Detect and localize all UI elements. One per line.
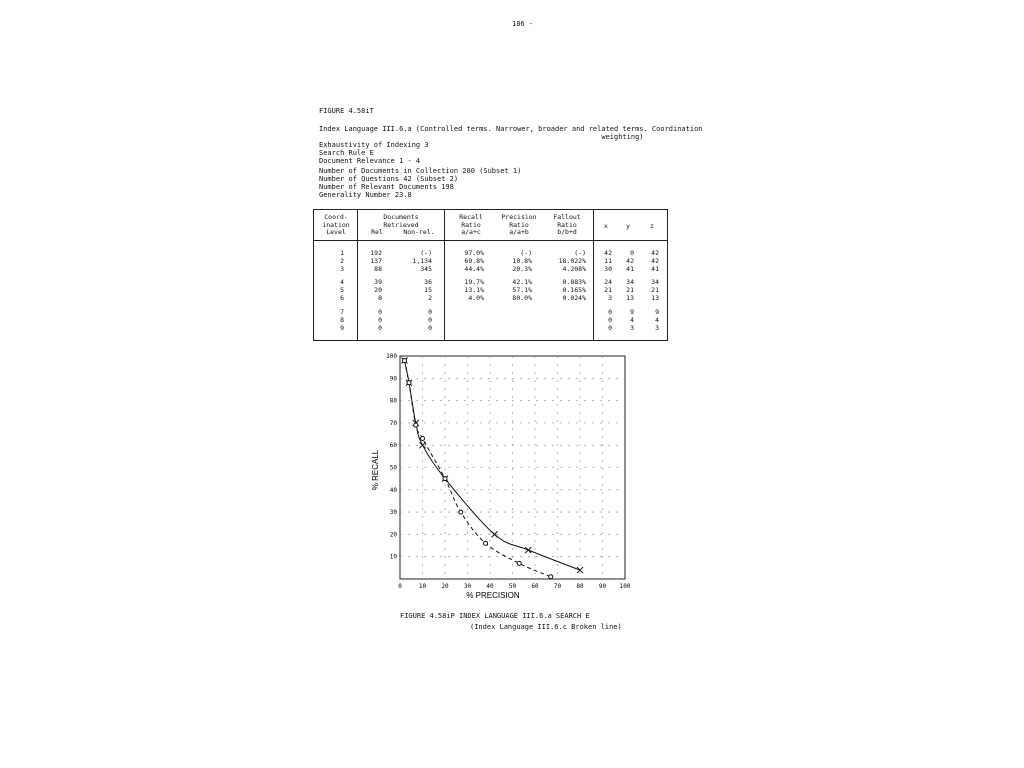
- series-line-solid: [405, 360, 581, 570]
- data-point-circle-marker: [407, 381, 411, 385]
- header-z: z: [650, 222, 654, 230]
- cell-z: 4: [655, 316, 659, 324]
- cell-fallout: (-): [574, 249, 586, 257]
- cell-y: 0: [630, 249, 634, 257]
- cell-recall: 44.4%: [464, 265, 484, 273]
- header-text: Ratio: [461, 220, 481, 229]
- x-tick-label: 100: [619, 583, 630, 590]
- cell-rel: 39: [374, 278, 382, 286]
- cell-z: 41: [651, 265, 659, 273]
- cell-precision: (-): [520, 249, 532, 257]
- header-x: x: [604, 222, 608, 230]
- chart-series: [405, 360, 581, 576]
- figure-caption-subline: (Index Language III.6.c Broken line): [470, 623, 622, 631]
- cell-rel: 192: [370, 249, 382, 257]
- header-recall: [449, 214, 493, 237]
- header-text: b/b+d: [557, 228, 577, 236]
- header-nonrel: Non-rel.: [403, 228, 435, 236]
- header-level: [316, 214, 356, 237]
- cell-nonrel: 0: [428, 324, 432, 332]
- x-tick-label: 0: [398, 583, 402, 590]
- header-precision: [494, 214, 544, 237]
- figure-label: FIGURE 4.58iT: [319, 107, 374, 115]
- cell-recall: 97.0%: [464, 249, 484, 257]
- cell-nonrel: 15: [424, 286, 432, 294]
- cell-z: 13: [651, 294, 659, 302]
- recall-precision-chart: [360, 348, 630, 600]
- cell-y: 4: [630, 316, 634, 324]
- header-text: Precision: [501, 213, 537, 221]
- x-tick-label: 80: [576, 583, 584, 590]
- cell-x: 0: [608, 324, 612, 332]
- x-tick-label: 30: [463, 583, 472, 590]
- cell-level: 7: [340, 308, 344, 316]
- index-language-header: [319, 125, 703, 165]
- cell-nonrel: (-): [420, 249, 432, 257]
- cell-precision: 57.1%: [512, 286, 532, 294]
- header-documents: [360, 214, 442, 229]
- page-number: 186 -: [512, 20, 534, 28]
- stats-line: Number of Relevant Documents 198: [319, 183, 454, 191]
- header-line: weighting): [319, 133, 644, 141]
- cell-fallout: 0.024%: [562, 294, 586, 302]
- cell-x: 30: [604, 265, 612, 273]
- y-axis-label: % RECALL: [371, 449, 380, 491]
- cell-nonrel: 0: [428, 316, 432, 324]
- results-table: [313, 209, 668, 341]
- cell-z: 34: [651, 278, 659, 286]
- cell-rel: 0: [378, 324, 382, 332]
- header-text: ination: [322, 220, 350, 229]
- cell-x: 21: [604, 286, 612, 294]
- series-line-broken: [405, 360, 551, 576]
- cell-precision: 20.3%: [512, 265, 532, 273]
- figure-caption: FIGURE 4.58iP INDEX LANGUAGE III.6.a SEARCH E: [400, 612, 590, 620]
- cell-x: 0: [608, 308, 612, 316]
- cell-y: 3: [630, 324, 634, 332]
- data-point-circle-marker: [459, 510, 463, 514]
- cell-rel: 0: [378, 316, 382, 324]
- cell-recall: 4.0%: [468, 294, 484, 302]
- cell-level: 2: [340, 257, 344, 265]
- cell-y: 42: [626, 257, 634, 265]
- y-tick-label: 30: [389, 509, 397, 517]
- data-point-circle-marker: [484, 541, 488, 545]
- cell-y: 21: [626, 286, 634, 294]
- cell-fallout: 0.165%: [562, 286, 586, 294]
- x-tick-label: 10: [418, 583, 427, 590]
- cell-nonrel: 2: [428, 294, 432, 302]
- cell-x: 42: [604, 249, 612, 257]
- cell-nonrel: 345: [420, 265, 432, 273]
- cell-level: 3: [340, 265, 344, 273]
- cell-recall: 19.7%: [464, 278, 484, 286]
- collection-stats: [319, 167, 521, 199]
- x-tick-label: 60: [531, 583, 539, 590]
- data-point-circle-marker: [443, 477, 447, 481]
- header-line: Index Language III.6.a (Controlled terms. Narrower, broader and related terms. Coordination: [319, 125, 703, 133]
- cell-precision: 42.1%: [512, 278, 532, 286]
- cell-z: 42: [651, 249, 659, 257]
- y-tick-label: 50: [389, 464, 397, 472]
- cell-fallout: 0.883%: [562, 278, 586, 286]
- header-text: a/a+c: [461, 228, 481, 236]
- cell-precision: 80.0%: [512, 294, 532, 302]
- cell-recall: 69.8%: [464, 257, 484, 265]
- cell-rel: 20: [374, 286, 382, 294]
- cell-y: 9: [630, 308, 634, 316]
- cell-rel: 8: [378, 294, 382, 302]
- header-text: Ratio: [557, 220, 577, 229]
- cell-level: 5: [340, 286, 344, 294]
- table-divider: [593, 210, 594, 340]
- header-y: y: [626, 222, 630, 230]
- header-text: Retrieved: [383, 220, 419, 229]
- cell-x: 11: [604, 257, 612, 265]
- cell-y: 13: [626, 294, 634, 302]
- header-line: Document Relevance 1 - 4: [319, 157, 421, 165]
- header-text: Ratio: [509, 220, 529, 229]
- data-point-x-marker: [525, 547, 531, 553]
- y-tick-label: 80: [389, 397, 397, 405]
- cell-x: 24: [604, 278, 612, 286]
- x-tick-label: 50: [508, 583, 517, 590]
- chart-markers: [402, 357, 584, 578]
- y-tick-label: 90: [389, 375, 397, 383]
- x-tick-label: 20: [441, 583, 449, 590]
- header-text: Recall: [459, 213, 483, 221]
- header-line: Exhaustivity of Indexing 3: [319, 141, 429, 149]
- stats-line: Number of Documents in Collection 200 (Subset 1): [319, 167, 522, 175]
- cell-x: 3: [608, 294, 612, 302]
- y-tick-label: 10: [389, 553, 397, 561]
- x-tick-label: 40: [486, 583, 494, 590]
- header-text: a/a+b: [509, 228, 529, 236]
- stats-line: Generality Number 23.8: [319, 191, 412, 199]
- data-point-circle-marker: [421, 437, 425, 441]
- cell-rel: 0: [378, 308, 382, 316]
- stats-line: Number of Questions 42 (Subset 2): [319, 175, 459, 183]
- table-divider: [357, 210, 358, 340]
- y-tick-label: 40: [389, 486, 397, 494]
- cell-nonrel: 0: [428, 308, 432, 316]
- table-divider: [444, 210, 445, 340]
- header-text: Fallout: [553, 213, 581, 221]
- cell-level: 4: [340, 278, 344, 286]
- x-axis-label: % PRECISION: [466, 591, 520, 600]
- cell-nonrel: 1,134: [412, 257, 432, 265]
- cell-level: 9: [340, 324, 344, 332]
- header-line: Search Rule E: [319, 149, 374, 157]
- cell-z: 9: [655, 308, 659, 316]
- cell-recall: 13.1%: [464, 286, 484, 294]
- cell-fallout: 18.022%: [558, 257, 586, 265]
- data-point-circle-marker: [549, 575, 553, 579]
- cell-z: 3: [655, 324, 659, 332]
- chart-grid: [400, 356, 625, 579]
- y-tick-label: 60: [389, 442, 397, 450]
- cell-precision: 10.8%: [512, 257, 532, 265]
- cell-z: 21: [651, 286, 659, 294]
- cell-rel: 137: [370, 257, 382, 265]
- cell-x: 0: [608, 316, 612, 324]
- x-tick-label: 90: [598, 583, 607, 590]
- y-tick-label: 70: [389, 419, 397, 427]
- cell-z: 42: [651, 257, 659, 265]
- table-header-rule: [314, 240, 667, 241]
- data-point-circle-marker: [517, 561, 521, 565]
- cell-level: 8: [340, 316, 344, 324]
- cell-level: 6: [340, 294, 344, 302]
- cell-y: 34: [626, 278, 634, 286]
- cell-fallout: 4.208%: [562, 265, 586, 273]
- header-rel: Rel: [371, 228, 383, 236]
- header-text: Level: [326, 228, 346, 236]
- y-tick-label: 20: [389, 531, 397, 539]
- data-point-circle-marker: [414, 423, 418, 427]
- y-tick-label: 100: [386, 353, 397, 360]
- cell-rel: 88: [374, 265, 382, 273]
- header-fallout: [544, 214, 590, 237]
- data-point-circle-marker: [403, 358, 407, 362]
- header-text: Documents: [383, 213, 419, 221]
- cell-nonrel: 36: [424, 278, 432, 286]
- header-text: Coord-: [324, 213, 348, 221]
- cell-level: 1: [340, 249, 344, 257]
- cell-y: 41: [626, 265, 634, 273]
- x-tick-label: 70: [553, 583, 562, 590]
